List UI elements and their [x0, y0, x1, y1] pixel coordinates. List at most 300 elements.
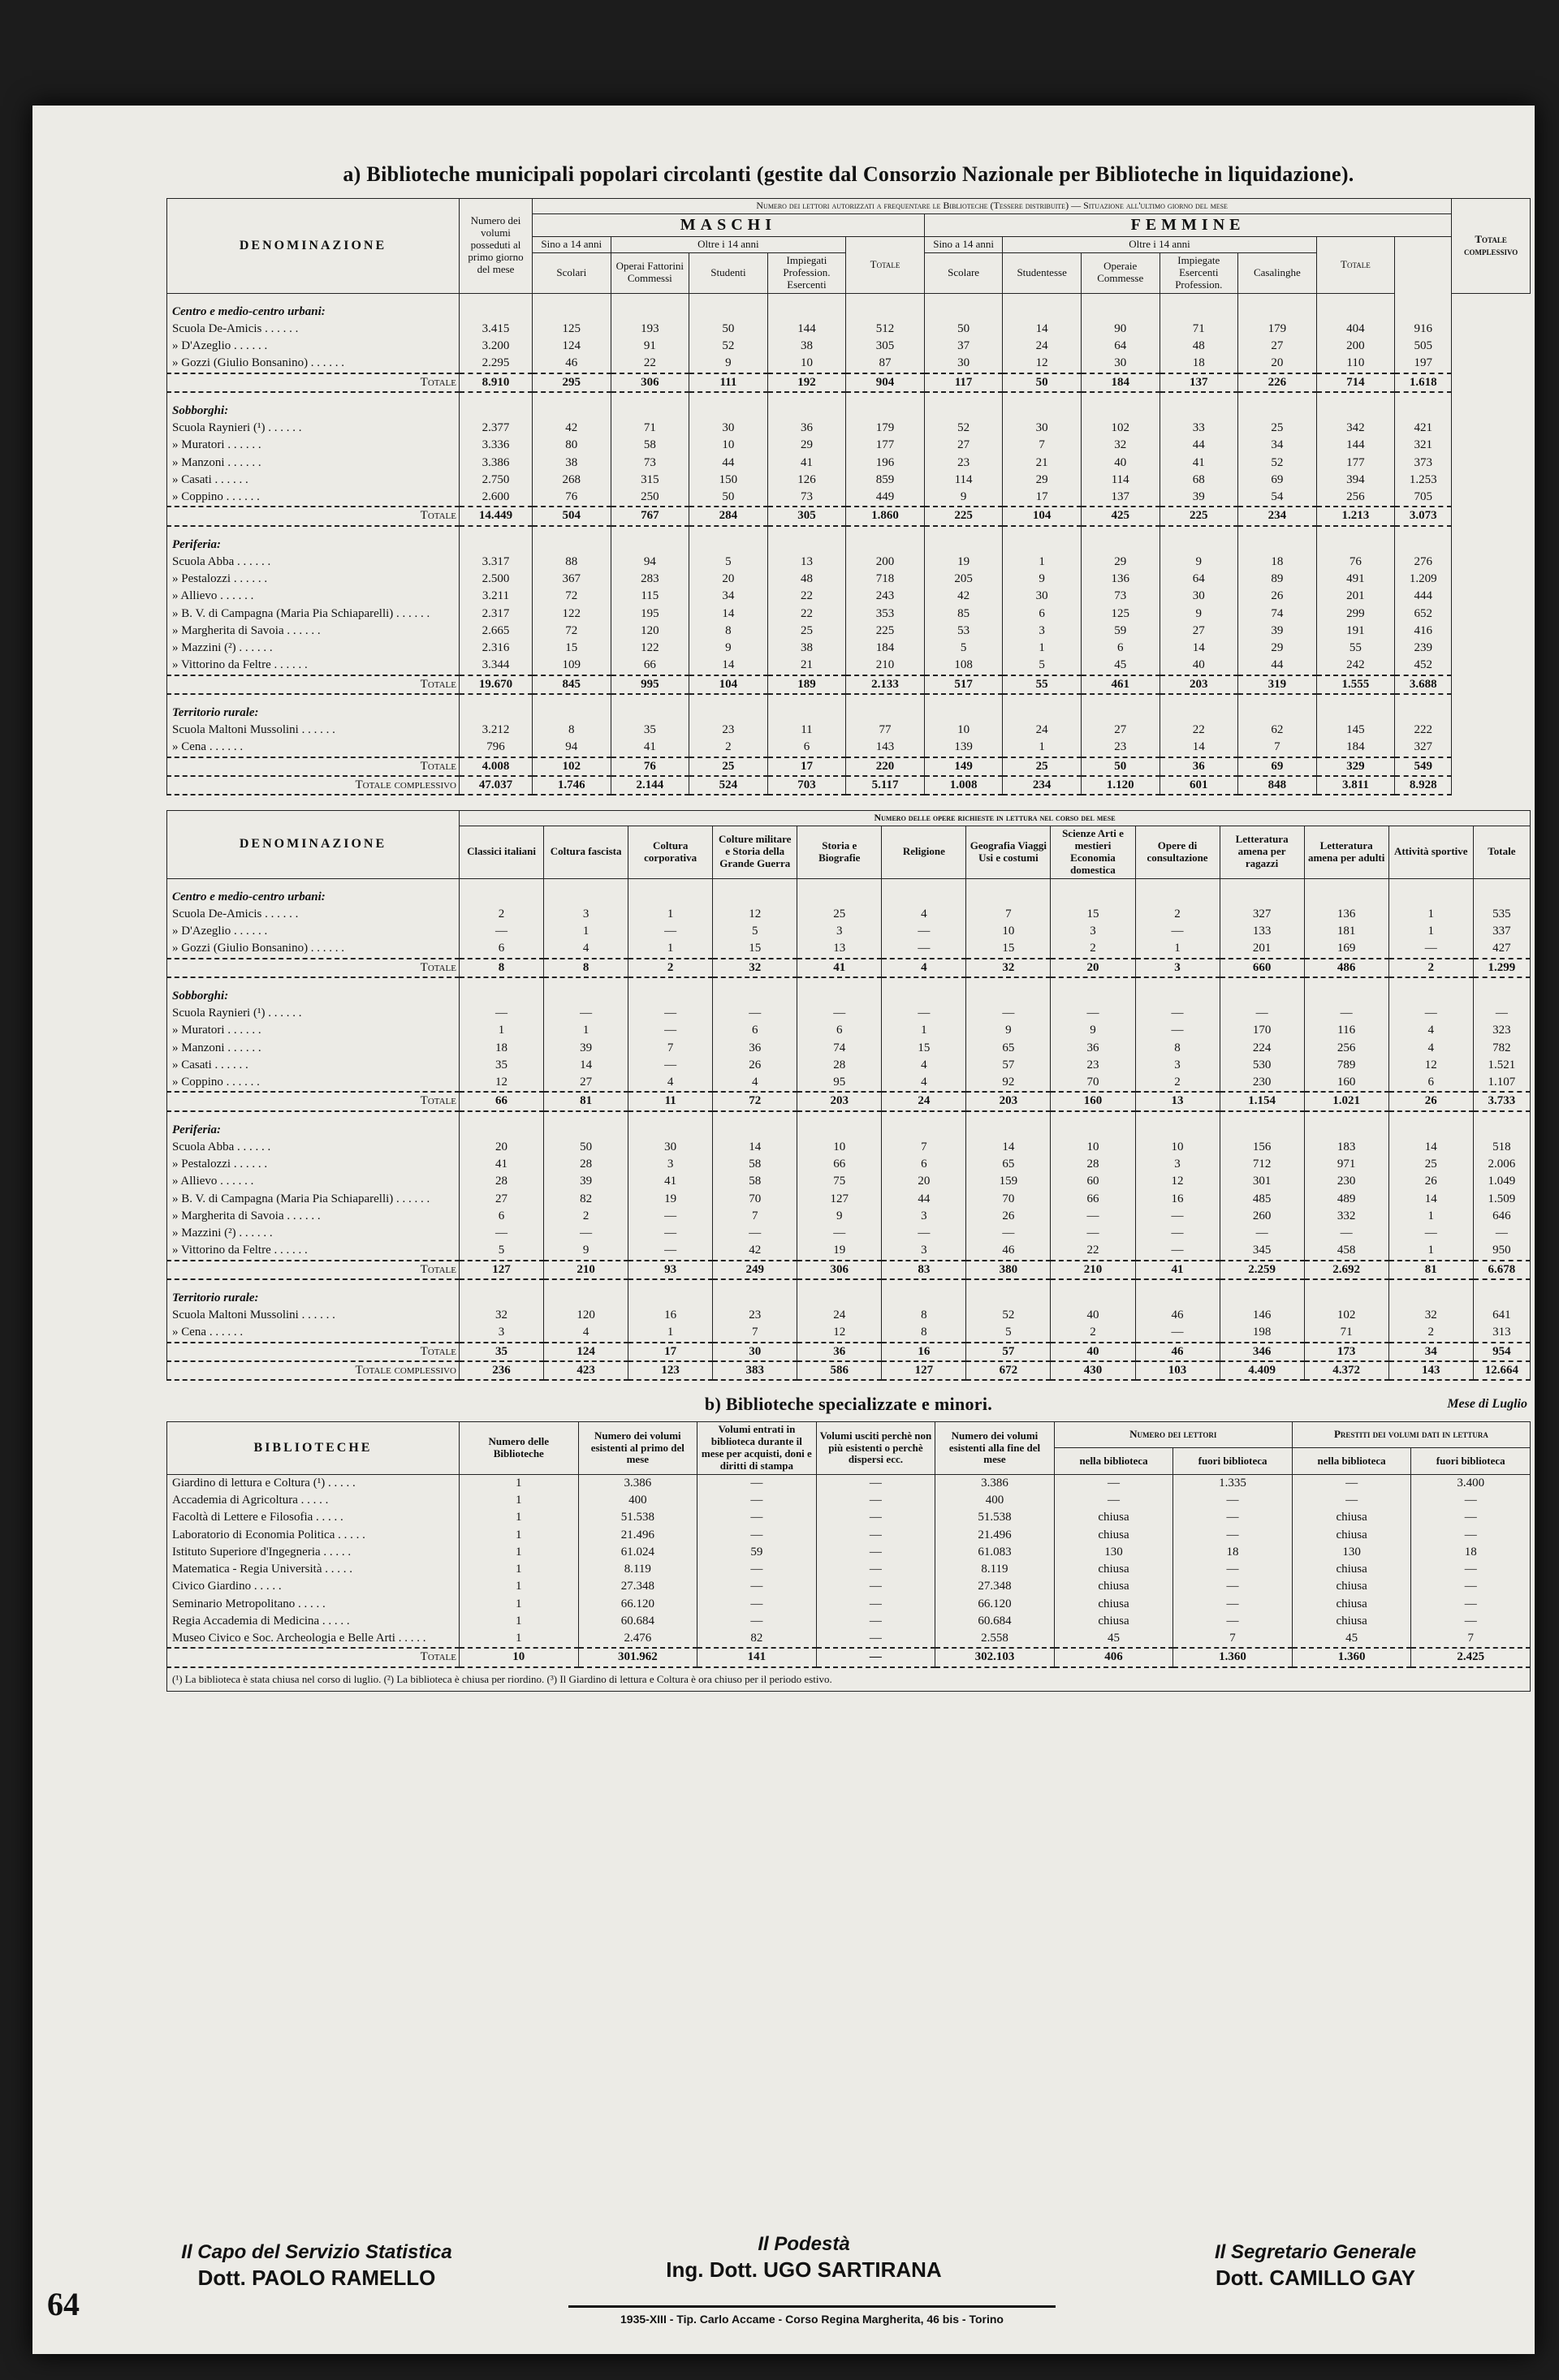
empty-cell — [966, 977, 1051, 1005]
row-name: » Margherita di Savoia . . . . . . — [167, 1208, 460, 1225]
cell-value: 15 — [1051, 906, 1135, 923]
sign-center-role: Il Podestà — [758, 2233, 850, 2255]
total-value: 55 — [1003, 675, 1082, 694]
total-value: 486 — [1304, 959, 1388, 977]
cell-value: 200 — [1316, 338, 1395, 355]
table-row — [167, 923, 1531, 940]
cell-value: 641 — [1473, 1307, 1530, 1324]
cell-value: — — [697, 1596, 817, 1613]
cell-value: — — [1411, 1509, 1531, 1526]
cell-value: — — [460, 923, 544, 940]
signature-center — [617, 2232, 991, 2283]
grand-total-value: 12.664 — [1473, 1361, 1530, 1380]
empty-cell — [533, 293, 611, 321]
table-row — [167, 1225, 1531, 1242]
cell-value: 159 — [966, 1173, 1051, 1190]
cell-value: — — [816, 1596, 935, 1613]
cell-value: 71 — [611, 420, 689, 437]
group-header — [167, 694, 1531, 722]
grand-total-value: 1.120 — [1081, 776, 1160, 795]
cell-value: 29 — [1238, 640, 1317, 657]
cell-value: 345 — [1220, 1242, 1304, 1260]
cell-value: 143 — [846, 739, 925, 757]
cell-value: 17 — [1003, 489, 1082, 507]
cell-value: 87 — [846, 355, 925, 373]
cell-value: 71 — [1160, 321, 1238, 338]
readers-super-header: Numero dei lettori autorizzati a frequentare le Biblioteche (Tessere distribuite) — Situazione all'ultimo giorno del mese — [533, 199, 1452, 214]
empty-cell — [797, 1279, 882, 1307]
table-row — [167, 1156, 1531, 1173]
library-total-value: 2.425 — [1411, 1648, 1531, 1666]
cell-value: 2.295 — [460, 355, 533, 373]
cell-value: 1.521 — [1473, 1057, 1530, 1074]
group-header — [167, 977, 1531, 1005]
total-value: 30 — [713, 1343, 797, 1361]
cell-value: 299 — [1316, 606, 1395, 623]
cell-value: 796 — [460, 739, 533, 757]
cell-value: 73 — [1081, 588, 1160, 605]
total-value: 104 — [1003, 507, 1082, 525]
total-value: 111 — [689, 373, 768, 392]
section-a-title: a) Biblioteche municipali popolari circolanti (gestite dal Consorzio Nazionale per Biblioteche in liquidazione). — [343, 162, 1354, 186]
row-name: » Cena . . . . . . — [167, 1324, 460, 1342]
cell-value: 69 — [1238, 472, 1317, 489]
cell-value: 13 — [797, 940, 882, 958]
row-name: » Vittorino da Feltre . . . . . . — [167, 657, 460, 675]
cell-value: 3 — [882, 1242, 966, 1260]
cell-value: 22 — [611, 355, 689, 373]
total-value: 2.133 — [846, 675, 925, 694]
cell-value: 22 — [767, 606, 846, 623]
cell-value: 41 — [1160, 455, 1238, 472]
cell-value: 91 — [611, 338, 689, 355]
cell-value: — — [797, 1225, 882, 1242]
cell-value: 2.558 — [935, 1630, 1055, 1648]
cell-value: 15 — [966, 940, 1051, 958]
cell-value: 7 — [1411, 1630, 1531, 1648]
cell-value: 301 — [1220, 1173, 1304, 1190]
cell-value: 76 — [1316, 554, 1395, 571]
row-name: Scuola Raynieri (¹) . . . . . . — [167, 420, 460, 437]
total-value: 305 — [767, 507, 846, 525]
cell-value: 5 — [689, 554, 768, 571]
total-value: 26 — [1388, 1092, 1473, 1110]
cell-value: 18 — [1173, 1544, 1293, 1561]
table-row — [167, 338, 1531, 355]
group-header — [167, 1279, 1531, 1307]
cell-value: 116 — [1304, 1022, 1388, 1039]
cell-value: 1.209 — [1395, 571, 1452, 588]
cell-value: 3 — [460, 1324, 544, 1342]
cell-value: 66 — [611, 657, 689, 675]
lettori-nella: nella biblioteca — [1054, 1448, 1173, 1474]
group-header — [167, 293, 1531, 321]
total-value: 8.910 — [460, 373, 533, 392]
cell-value: 44 — [1238, 657, 1317, 675]
empty-cell — [1388, 1279, 1473, 1307]
row-name: Scuola Maltoni Mussolini . . . . . . — [167, 722, 460, 739]
cell-value: 28 — [797, 1057, 882, 1074]
cell-value: 15 — [882, 1040, 966, 1057]
table-row — [167, 571, 1531, 588]
signature-right — [1129, 2240, 1502, 2292]
cell-value: 75 — [797, 1173, 882, 1190]
cell-value: 1 — [460, 1613, 579, 1630]
cell-value: 449 — [846, 489, 925, 507]
group-header — [167, 878, 1531, 906]
cell-value: 2.476 — [578, 1630, 697, 1648]
cell-value: 2.006 — [1473, 1156, 1530, 1173]
empty-cell — [1051, 977, 1135, 1005]
empty-cell — [924, 392, 1003, 420]
cell-value: — — [1173, 1527, 1293, 1544]
empty-cell — [1220, 977, 1304, 1005]
cell-value: 5 — [460, 1242, 544, 1260]
col-volumi: Numero dei volumi posseduti al primo giorno del mese — [460, 199, 533, 294]
cell-value: 14 — [1388, 1139, 1473, 1156]
cell-value: 108 — [924, 657, 1003, 675]
total-value: 1.213 — [1316, 507, 1395, 525]
table-row — [167, 722, 1531, 739]
cell-value: 3 — [1135, 1057, 1220, 1074]
cell-value: 1 — [628, 906, 713, 923]
library-total-label: Totale — [167, 1648, 460, 1666]
m-operai: Operai Fattorini Commessi — [611, 252, 689, 293]
cell-value: 7 — [1173, 1630, 1293, 1648]
cell-value: 32 — [1081, 437, 1160, 454]
cell-value: — — [816, 1474, 935, 1492]
cell-value: 80 — [533, 437, 611, 454]
grand-total-value: 4.409 — [1220, 1361, 1304, 1380]
group-label: Sobborghi: — [167, 977, 460, 1005]
cell-value: — — [882, 940, 966, 958]
cell-value: 6 — [460, 940, 544, 958]
cell-value: — — [713, 1225, 797, 1242]
total-label: Totale — [167, 959, 460, 977]
cell-value: 58 — [611, 437, 689, 454]
cell-value: — — [1135, 1225, 1220, 1242]
empty-cell — [1473, 878, 1530, 906]
maschi-header: MASCHI — [533, 213, 925, 236]
table-row — [167, 489, 1531, 507]
group-label: Periferia: — [167, 526, 460, 554]
total-value: 517 — [924, 675, 1003, 694]
cell-value: 323 — [1473, 1022, 1530, 1039]
total-value: 225 — [924, 507, 1003, 525]
cell-value: — — [628, 923, 713, 940]
cell-value: 50 — [924, 321, 1003, 338]
cell-value: 8 — [882, 1324, 966, 1342]
works-column-header: Totale — [1473, 826, 1530, 878]
cell-value: 150 — [689, 472, 768, 489]
empty-cell — [713, 878, 797, 906]
document-page — [32, 106, 1535, 2354]
empty-cell — [628, 1111, 713, 1139]
total-value: 16 — [882, 1343, 966, 1361]
m-scolari: Scolari — [533, 252, 611, 293]
cell-value: 6 — [767, 739, 846, 757]
cell-value: 137 — [1081, 489, 1160, 507]
total-label: Totale — [167, 1092, 460, 1110]
cell-value: — — [1304, 1005, 1388, 1022]
total-value: 69 — [1238, 757, 1317, 776]
cell-value: 1 — [460, 1630, 579, 1648]
cell-value: 416 — [1395, 623, 1452, 640]
total-value: 1.154 — [1220, 1092, 1304, 1110]
cell-value: 4 — [628, 1074, 713, 1092]
row-name: » B. V. di Campagna (Maria Pia Schiaparelli) . . . . . . — [167, 606, 460, 623]
cell-value: 2.316 — [460, 640, 533, 657]
empty-cell — [628, 878, 713, 906]
grand-total-label: Totale complessivo — [167, 776, 460, 795]
total-value: 284 — [689, 507, 768, 525]
cell-value: 3 — [628, 1156, 713, 1173]
grand-total-value: 2.144 — [611, 776, 689, 795]
f-oltre14: Oltre i 14 anni — [1003, 236, 1316, 252]
empty-cell — [1160, 526, 1238, 554]
cell-value: 28 — [460, 1173, 544, 1190]
cell-value: 66 — [797, 1156, 882, 1173]
f-sino14: Sino a 14 anni — [924, 236, 1003, 252]
grand-total-value: 703 — [767, 776, 846, 795]
empty-cell — [797, 878, 882, 906]
cell-value: chiusa — [1054, 1509, 1173, 1526]
total-value: 57 — [966, 1343, 1051, 1361]
cell-value: 27 — [460, 1191, 544, 1208]
cell-value: 72 — [533, 623, 611, 640]
cell-value: 41 — [767, 455, 846, 472]
empty-cell — [1003, 526, 1082, 554]
cell-value: 8.119 — [578, 1561, 697, 1578]
cell-value: 5 — [1003, 657, 1082, 675]
total-value: 203 — [797, 1092, 882, 1110]
readers-table — [166, 198, 1531, 795]
grand-total-value: 423 — [544, 1361, 628, 1380]
empty-cell — [611, 293, 689, 321]
cell-value: 1 — [460, 1578, 579, 1595]
cell-value: 10 — [966, 923, 1051, 940]
cell-value: 782 — [1473, 1040, 1530, 1057]
cell-value: 7 — [882, 1139, 966, 1156]
table-row — [167, 657, 1531, 675]
library-name: Laboratorio di Economia Politica . . . . . — [167, 1527, 460, 1544]
row-name: » B. V. di Campagna (Maria Pia Schiaparelli) . . . . . . — [167, 1191, 460, 1208]
cell-value: 512 — [846, 321, 925, 338]
row-name: » Cena . . . . . . — [167, 739, 460, 757]
cell-value: 242 — [1316, 657, 1395, 675]
table-row — [167, 623, 1531, 640]
cell-value: 222 — [1395, 722, 1452, 739]
cell-value: 115 — [611, 588, 689, 605]
f-studentesse: Studentesse — [1003, 252, 1082, 293]
cell-value: 916 — [1395, 321, 1452, 338]
cell-value: 256 — [1316, 489, 1395, 507]
signature-left — [130, 2240, 503, 2292]
cell-value: — — [882, 1225, 966, 1242]
total-value: 32 — [713, 959, 797, 977]
cell-value: 4 — [882, 906, 966, 923]
cell-value: 1 — [1003, 554, 1082, 571]
cell-value: — — [628, 1005, 713, 1022]
grand-total-value: 236 — [460, 1361, 544, 1380]
empty-cell — [1081, 293, 1160, 321]
works-column-header: Attività sportive — [1388, 826, 1473, 878]
table-row — [167, 437, 1531, 454]
empty-cell — [1220, 1279, 1304, 1307]
total-value: 2 — [628, 959, 713, 977]
total-value: 35 — [460, 1343, 544, 1361]
cell-value: 30 — [628, 1139, 713, 1156]
cell-value: 9 — [1003, 571, 1082, 588]
cell-value: 120 — [611, 623, 689, 640]
cell-value: 53 — [924, 623, 1003, 640]
table-row — [167, 1173, 1531, 1190]
col-prestiti: Prestiti dei volumi dati in lettura — [1292, 1422, 1530, 1448]
total-value: 19.670 — [460, 675, 533, 694]
cell-value: — — [1473, 1225, 1530, 1242]
cell-value: 12 — [1135, 1173, 1220, 1190]
empty-cell — [882, 977, 966, 1005]
cell-value: 239 — [1395, 640, 1452, 657]
library-row — [167, 1578, 1531, 1595]
cell-value: — — [1411, 1578, 1531, 1595]
cell-value: 198 — [1220, 1324, 1304, 1342]
total-value: 714 — [1316, 373, 1395, 392]
cell-value: 179 — [846, 420, 925, 437]
cell-value: 42 — [533, 420, 611, 437]
cell-value: 30 — [1003, 420, 1082, 437]
table-row — [167, 1005, 1531, 1022]
cell-value: — — [816, 1578, 935, 1595]
total-row — [167, 1092, 1531, 1110]
cell-value: 196 — [846, 455, 925, 472]
cell-value: 45 — [1054, 1630, 1173, 1648]
works-column-header: Opere di consultazione — [1135, 826, 1220, 878]
cell-value: 21 — [767, 657, 846, 675]
cell-value: 41 — [460, 1156, 544, 1173]
cell-value: 652 — [1395, 606, 1452, 623]
library-total-value: 406 — [1054, 1648, 1173, 1666]
empty-cell — [689, 526, 768, 554]
cell-value: 136 — [1081, 571, 1160, 588]
footnotes: (¹) La biblioteca è stata chiusa nel corso di luglio. (²) La biblioteca è chiusa per riordino. (³) Il Giardino di lettura e Coltura è ora chiuso per il periodo estivo. — [166, 1668, 1531, 1692]
table-row — [167, 554, 1531, 571]
total-value: 25 — [689, 757, 768, 776]
library-name: Giardino di lettura e Coltura (¹) . . . . . — [167, 1474, 460, 1492]
m-impiegati: Impiegati Profession. Esercenti — [767, 252, 846, 293]
table-row — [167, 355, 1531, 373]
cell-value: 22 — [1051, 1242, 1135, 1260]
cell-value: 88 — [533, 554, 611, 571]
cell-value: — — [628, 1057, 713, 1074]
cell-value: 30 — [689, 420, 768, 437]
col-biblioteche: BIBLIOTECHE — [167, 1422, 460, 1475]
cell-value: chiusa — [1054, 1578, 1173, 1595]
row-name: » Mazzini (²) . . . . . . — [167, 1225, 460, 1242]
total-value: 1.299 — [1473, 959, 1530, 977]
cell-value: 3.400 — [1411, 1474, 1531, 1492]
cell-value: 22 — [767, 588, 846, 605]
empty-cell — [966, 878, 1051, 906]
empty-cell — [1081, 526, 1160, 554]
cell-value: 12 — [713, 906, 797, 923]
total-value: 160 — [1051, 1092, 1135, 1110]
group-header — [167, 1111, 1531, 1139]
cell-value: 3.386 — [460, 455, 533, 472]
empty-cell — [797, 977, 882, 1005]
cell-value: — — [1135, 1324, 1220, 1342]
total-label: Totale — [167, 1261, 460, 1279]
cell-value: 23 — [689, 722, 768, 739]
cell-value: — — [1054, 1474, 1173, 1492]
cell-value: 518 — [1473, 1139, 1530, 1156]
cell-value: 3 — [544, 906, 628, 923]
empty-cell — [611, 392, 689, 420]
cell-value: 28 — [1051, 1156, 1135, 1173]
cell-value: 4 — [882, 1074, 966, 1092]
total-value: 660 — [1220, 959, 1304, 977]
empty-cell — [1238, 694, 1317, 722]
library-total-value: 10 — [460, 1648, 579, 1666]
cell-value: — — [1220, 1225, 1304, 1242]
library-total-row — [167, 1648, 1531, 1666]
cell-value: 1 — [460, 1544, 579, 1561]
cell-value: — — [628, 1242, 713, 1260]
cell-value: 51.538 — [578, 1509, 697, 1526]
cell-value: 60.684 — [578, 1613, 697, 1630]
total-label: Totale — [167, 757, 460, 776]
cell-value: 44 — [882, 1191, 966, 1208]
cell-value: 1 — [628, 940, 713, 958]
cell-value: 27 — [924, 437, 1003, 454]
cell-value: 1.253 — [1395, 472, 1452, 489]
group-header — [167, 392, 1531, 420]
cell-value: 32 — [1388, 1307, 1473, 1324]
cell-value: 50 — [544, 1139, 628, 1156]
m-oltre14: Oltre i 14 anni — [611, 236, 846, 252]
cell-value: 505 — [1395, 338, 1452, 355]
works-column-header: Letteratura amena per adulti — [1304, 826, 1388, 878]
cell-value: 9 — [1051, 1022, 1135, 1039]
cell-value: — — [628, 1022, 713, 1039]
total-row — [167, 1343, 1531, 1361]
cell-value: 72 — [533, 588, 611, 605]
total-value: 1.618 — [1395, 373, 1452, 392]
table-row — [167, 1242, 1531, 1260]
cell-value: 9 — [966, 1022, 1051, 1039]
cell-value: 2.600 — [460, 489, 533, 507]
total-value: 203 — [1160, 675, 1238, 694]
cell-value: 10 — [689, 437, 768, 454]
cell-value: 181 — [1304, 923, 1388, 940]
printer-imprint: 1935-XIII - Tip. Carlo Accame - Corso Regina Margherita, 46 bis - Torino — [568, 2305, 1056, 2326]
grand-total-label: Totale complessivo — [167, 1361, 460, 1380]
sign-center-name: Ing. Dott. UGO SARTIRANA — [666, 2257, 942, 2282]
cell-value: chiusa — [1054, 1527, 1173, 1544]
col-lettori: Numero dei lettori — [1054, 1422, 1292, 1448]
total-value: 210 — [1051, 1261, 1135, 1279]
m-sino14: Sino a 14 anni — [533, 236, 611, 252]
cell-value: 950 — [1473, 1242, 1530, 1260]
cell-value: 3 — [797, 923, 882, 940]
page-number: 64 — [47, 2286, 80, 2322]
cell-value: 2 — [460, 906, 544, 923]
empty-cell — [460, 293, 533, 321]
total-value: 220 — [846, 757, 925, 776]
cell-value: 7 — [628, 1040, 713, 1057]
cell-value: 6 — [882, 1156, 966, 1173]
cell-value: 52 — [689, 338, 768, 355]
